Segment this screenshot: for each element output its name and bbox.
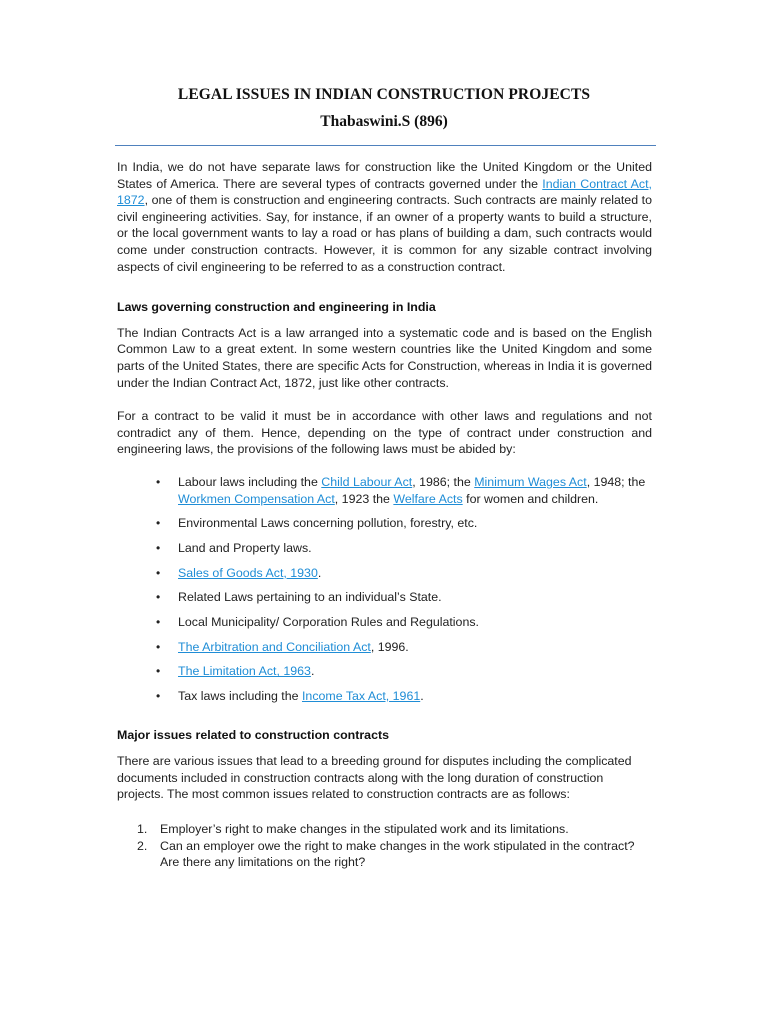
intro-text-1: In India, we do not have separate laws for construction like the United Kingdom or the United States of America. There are several types of contracts governed under the <box>117 160 652 191</box>
section-heading-laws: Laws governing construction and engineering in India <box>117 300 436 315</box>
intro-paragraph <box>117 159 652 275</box>
list-item <box>117 474 652 507</box>
bullet-text: , 1996. <box>370 639 409 654</box>
list-item <box>117 515 652 532</box>
bullet-icon: • <box>156 664 161 679</box>
link-welfare-acts[interactable]: Welfare Acts <box>393 491 463 506</box>
intro-text-2: , one of them is construction and engineering contracts. Such contracts are mainly related to civil engineering activities. Say, for instance, if an owner of a property wants to build a structure, or the local government wants to lay a road or has plans of building a dam, such contracts would come under construction contracts. However, it is common for any sizable contract involving aspects of civil engineering to be referred to as a construction contract. <box>117 193 652 274</box>
link-minimum-wages-act[interactable]: Minimum Wages Act <box>474 474 587 489</box>
list-item-text: Can an employer owe the right to make changes in the work stipulated in the contract? Are there any limitations on the right? <box>160 838 635 870</box>
bullet-text: Tax laws including the <box>178 689 302 703</box>
bullet-icon: • <box>156 516 161 531</box>
document-body <box>117 159 652 871</box>
bullet-icon: • <box>156 614 161 629</box>
link-workmen-compensation-act[interactable]: Workmen Compensation Act <box>178 491 335 506</box>
list-item <box>117 688 652 705</box>
title-divider <box>115 145 656 146</box>
issues-numbered-list <box>117 821 652 871</box>
laws-paragraph-2: For a contract to be valid it must be in accordance with other laws and regulations and not contradict any of them. Hence, depending on the type of contract under construction and engineering laws, the provisions of the following laws must be abided by: <box>117 409 652 457</box>
bullet-text: . <box>310 664 315 679</box>
list-item <box>117 565 652 582</box>
list-item <box>117 663 652 680</box>
bullet-icon: • <box>156 474 161 489</box>
issues-paragraph: There are various issues that lead to a breeding ground for disputes including the complicated documents included in construction contracts along with the long duration of construction projects. The most common issues related to construction contracts are as follows: <box>117 754 632 802</box>
laws-bullet-list <box>117 474 652 705</box>
list-number: 1. <box>137 821 148 836</box>
link-sales-of-goods-act[interactable]: Sales of Goods Act, 1930 <box>178 565 318 580</box>
link-arbitration-act[interactable]: The Arbitration and Conciliation Act <box>178 639 371 654</box>
list-item <box>117 614 652 631</box>
bullet-icon: • <box>156 639 161 654</box>
author-line: Thabaswini.S (896) <box>320 113 448 130</box>
bullet-text: Labour laws including the <box>178 474 322 489</box>
list-item <box>117 540 652 557</box>
bullet-icon: • <box>156 565 161 580</box>
list-number: 2. <box>137 838 148 853</box>
bullet-text: , 1923 the <box>334 491 394 506</box>
list-item <box>117 639 652 656</box>
link-child-labour-act[interactable]: Child Labour Act <box>321 474 413 489</box>
bullet-text: Environmental Laws concerning pollution, forestry, etc. <box>178 516 478 531</box>
document-title: LEGAL ISSUES IN INDIAN CONSTRUCTION PROJECTS <box>177 86 591 103</box>
bullet-text: Local Municipality/ Corporation Rules and Regulations. <box>178 614 479 629</box>
link-indian-contract-act[interactable]: Indian Contract Act, 1872 <box>117 176 652 208</box>
bullet-text: , 1986; the <box>412 474 475 489</box>
laws-paragraph-1: The Indian Contracts Act is a law arranged into a systematic code and is based on the English Common Law to a great extent. In some western countries like the United Kingdom and some parts of the United States, there are specific Acts for Construction, whereas in India it is governed under the Indian Contract Act, 1872, just like other contracts. <box>117 325 652 390</box>
list-item-text: Employer’s right to make changes in the stipulated work and its limitations. <box>160 821 569 836</box>
bullet-icon: • <box>156 590 161 605</box>
bullet-text: . <box>420 689 424 703</box>
bullet-text: Related Laws pertaining to an individual’s State. <box>178 590 442 605</box>
bullet-icon: • <box>156 689 161 703</box>
list-item <box>117 838 652 871</box>
bullet-icon: • <box>156 540 161 555</box>
link-limitation-act[interactable]: The Limitation Act, 1963 <box>178 664 311 679</box>
bullet-text: . <box>317 565 322 580</box>
section-heading-issues: Major issues related to construction contracts <box>117 727 389 742</box>
link-income-tax-act[interactable]: Income Tax Act, 1961 <box>301 689 421 703</box>
bullet-text: , 1948; the <box>586 474 646 489</box>
bullet-text: Land and Property laws. <box>178 540 312 555</box>
list-item <box>117 589 652 606</box>
list-item <box>117 821 652 838</box>
bullet-text: for women and children. <box>462 491 599 506</box>
